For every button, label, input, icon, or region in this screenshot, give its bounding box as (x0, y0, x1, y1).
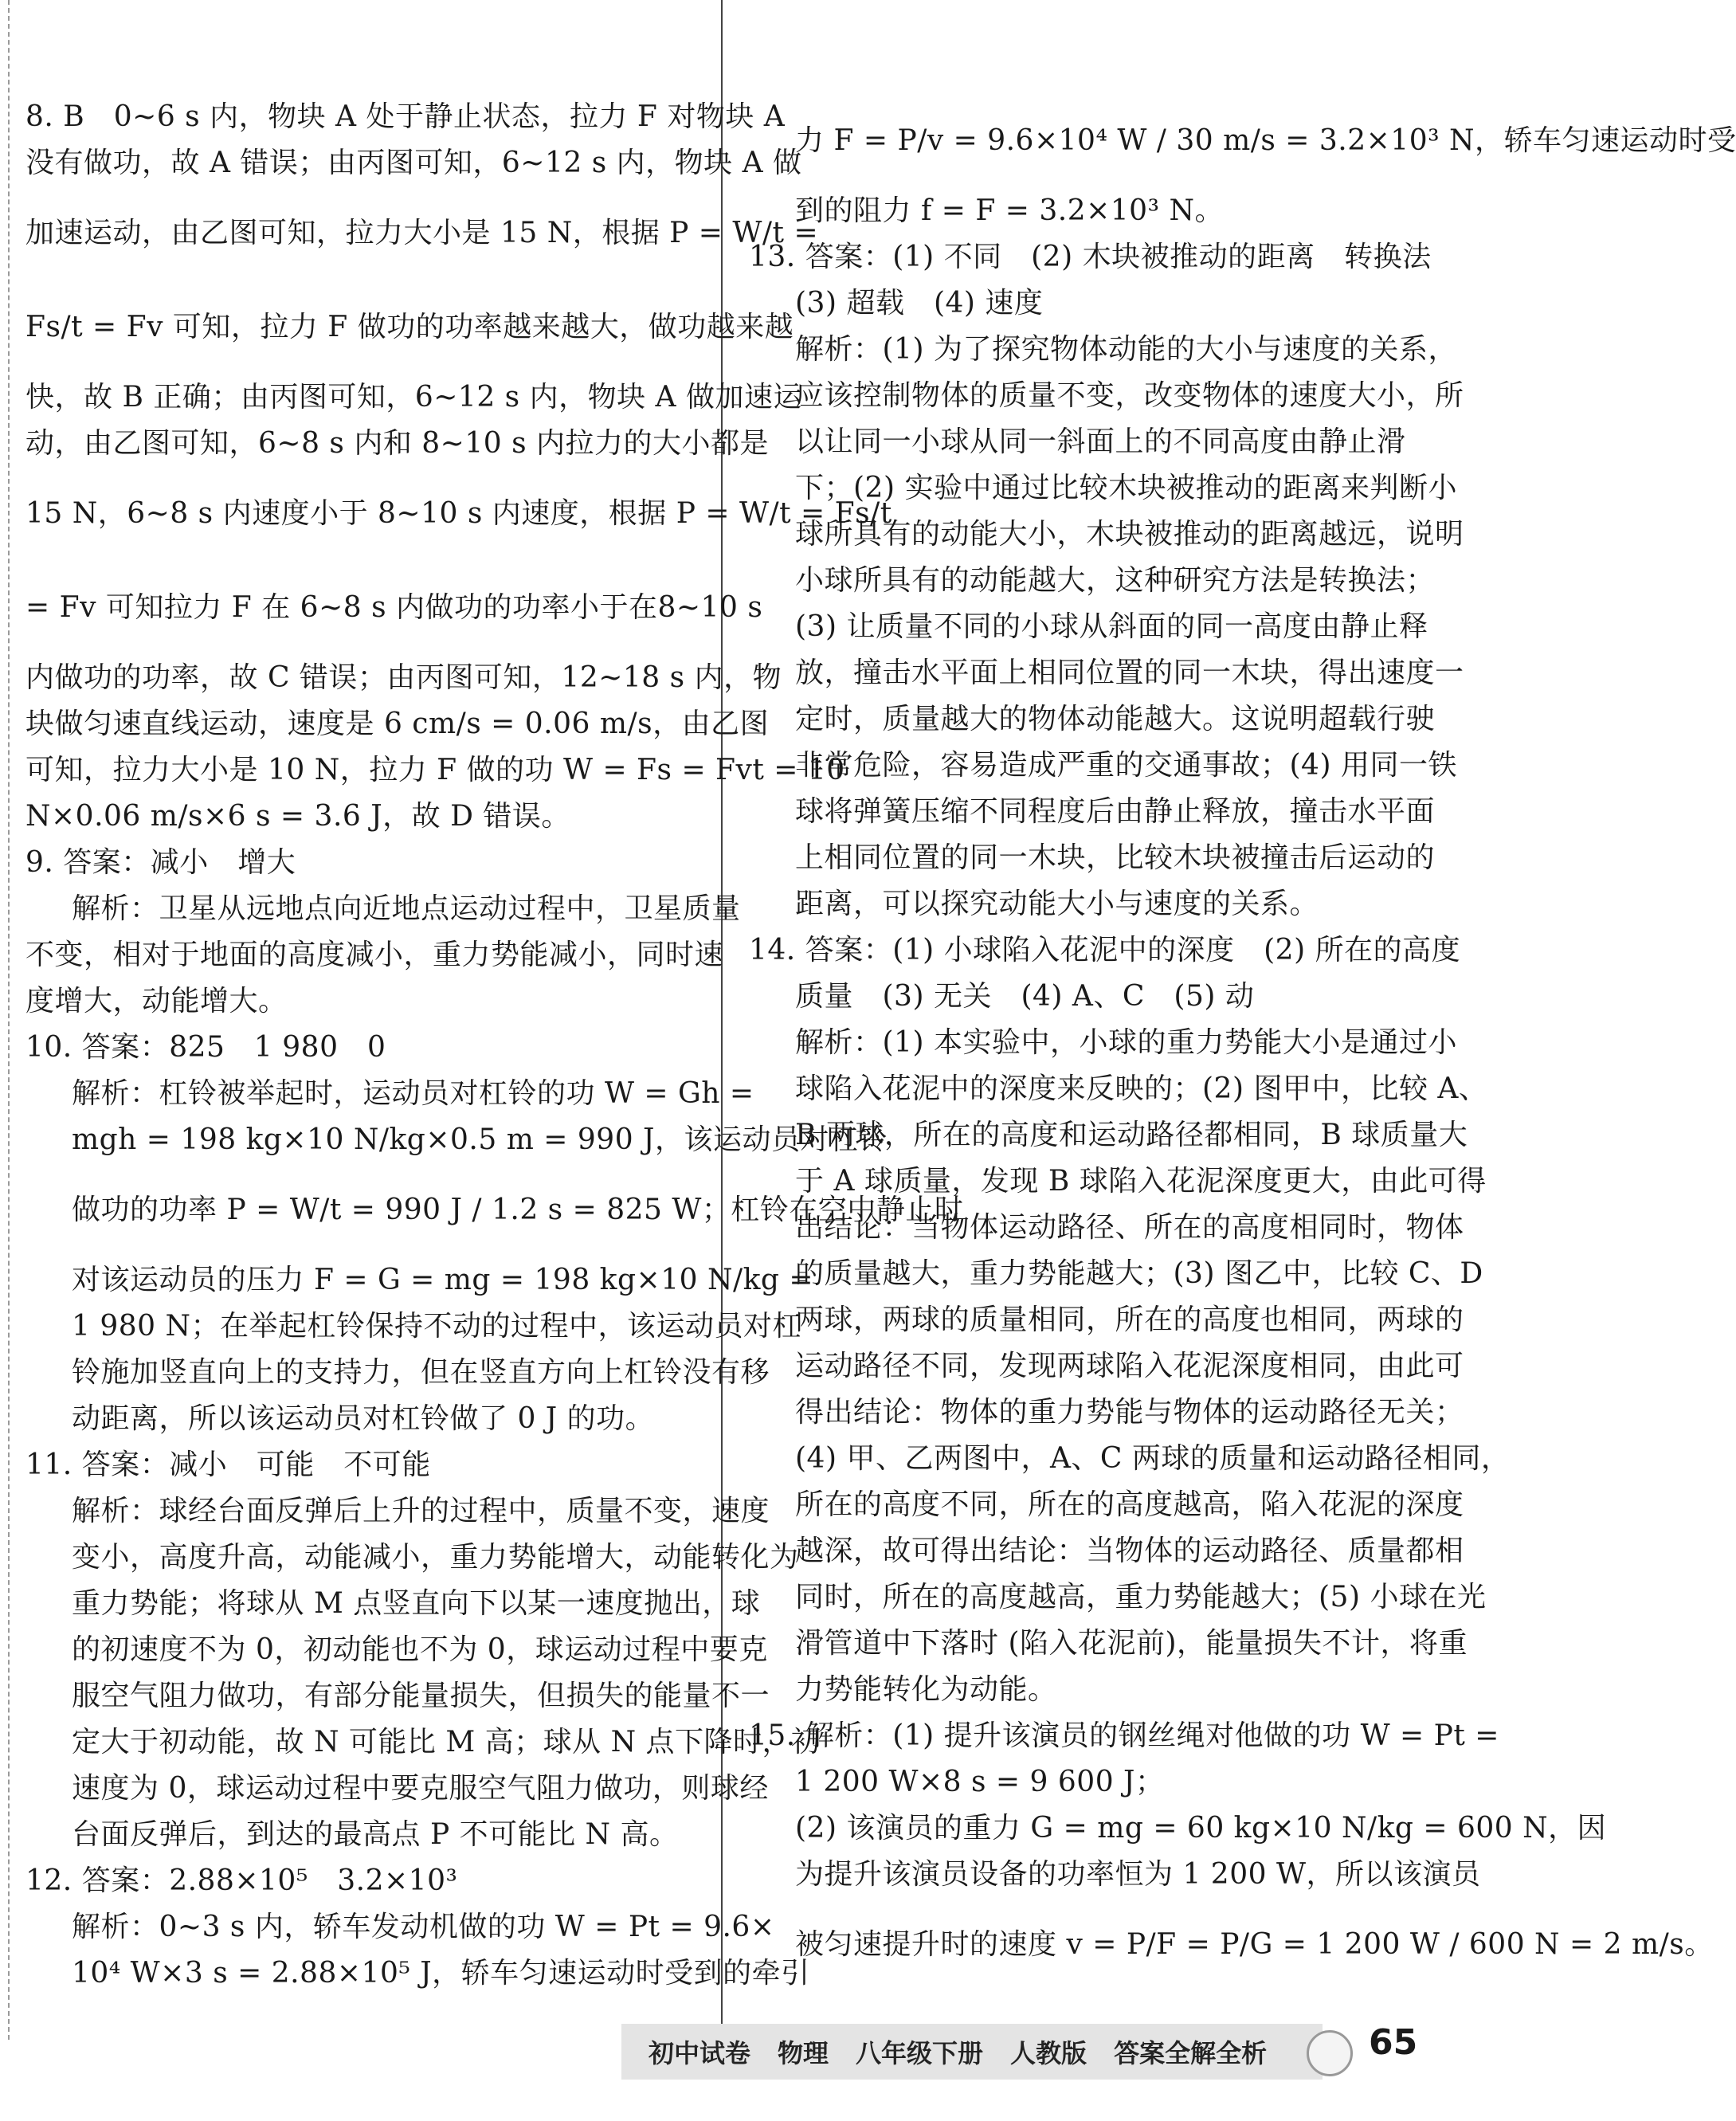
text-line: 力势能转化为动能。 (795, 1673, 1057, 1706)
text-line: 出结论：当物体运动路径、所在的高度相同时，物体 (795, 1211, 1464, 1244)
text-line: 速度为 0，球运动过程中要克服空气阻力做功，则球经 (72, 1772, 769, 1805)
text-line: 的初速度不为 0，初动能也不为 0，球运动过程中要克 (72, 1633, 768, 1666)
text-line: 解析：卫星从远地点向近地点运动过程中，卫星质量 (72, 892, 741, 925)
text-line: 力 F = P/v = 9.6×10⁴ W / 30 m/s = 3.2×10³ N，轿车匀速运动时受 (795, 124, 1736, 157)
text-line: 距离，可以探究动能大小与速度的关系。 (795, 888, 1319, 920)
text-line: 变小，高度升高，动能减小，重力势能增大，动能转化为 (72, 1541, 799, 1574)
text-line: 得出结论：物体的重力势能与物体的运动路径无关； (795, 1396, 1464, 1429)
text-line: 8. B 0~6 s 内，物块 A 处于静止状态，拉力 F 对物块 A (25, 100, 786, 133)
text-line: 动距离，所以该运动员对杠铃做了 0 J 的功。 (72, 1402, 655, 1435)
text-line: 放，撞击水平面上相同位置的同一木块，得出速度一 (795, 657, 1464, 689)
text-line: 对该运动员的压力 F = G = mg = 198 kg×10 N/kg = (72, 1264, 814, 1296)
text-line: 铃施加竖直向上的支持力，但在竖直方向上杠铃没有移 (72, 1356, 770, 1389)
mascot-icon (1307, 2030, 1353, 2076)
right-column (749, 94, 1736, 1992)
text-line: 可知，拉力大小是 10 N，拉力 F 做的功 W = Fs = Fvt = 10 (25, 754, 845, 786)
text-line: 加速运动，由乙图可知，拉力大小是 15 N，根据 P = W/t = (25, 217, 819, 249)
text-line: 为提升该演员设备的功率恒为 1 200 W，所以该演员 (795, 1858, 1481, 1891)
text-line: 球将弹簧压缩不同程度后由静止释放，撞击水平面 (795, 795, 1436, 828)
text-line: B 两球，所在的高度和运动路径都相同，B 球质量大 (795, 1119, 1468, 1151)
footer-tag: 答案全解全析 (1114, 2038, 1268, 2068)
text-line: Fs/t = Fv 可知，拉力 F 做功的功率越来越大，做功越来越 (25, 311, 794, 343)
text-line: 做功的功率 P = W/t = 990 J / 1.2 s = 825 W；杠铃在空中静止时 (72, 1194, 964, 1226)
text-line: 到的阻力 f = F = 3.2×10³ N。 (795, 194, 1224, 227)
text-line: 台面反弹后，到达的最高点 P 不可能比 N 高。 (72, 1818, 679, 1851)
text-line: 12. 答案：2.88×10⁵ 3.2×10³ (25, 1864, 458, 1897)
text-line: 15. 解析：(1) 提升该演员的钢丝绳对他做的功 W = Pt = (749, 1719, 1499, 1752)
text-line: (4) 甲、乙两图中，A、C 两球的质量和运动路径相同， (795, 1442, 1511, 1475)
text-line: 11. 答案：减小 可能 不可能 (25, 1449, 431, 1481)
text-line: 被匀速提升时的速度 v = P/F = P/G = 1 200 W / 600 N = 2 m/s。 (795, 1928, 1714, 1961)
page-number: 65 (1369, 2022, 1418, 2063)
text-line: 滑管道中下落时 (陷入花泥前)，能量损失不计，将重 (795, 1627, 1468, 1660)
text-line: 同时，所在的高度越高，重力势能越大；(5) 小球在光 (795, 1581, 1487, 1613)
text-line: 解析：球经台面反弹后上升的过程中，质量不变，速度 (72, 1495, 770, 1527)
text-line: 不变，相对于地面的高度减小，重力势能减小，同时速 (25, 939, 724, 971)
footer-grade: 八年级下册 (856, 2038, 984, 2068)
text-line: 10⁴ W×3 s = 2.88×10⁵ J，轿车匀速运动时受到的牵引 (72, 1957, 810, 1990)
text-line: 10. 答案：825 1 980 0 (25, 1031, 386, 1064)
text-line: 应该控制物体的质量不变，改变物体的速度大小，所 (795, 379, 1464, 412)
text-line: mgh = 198 kg×10 N/kg×0.5 m = 990 J，该运动员对杠铃 (72, 1123, 888, 1156)
text-line: 度增大，动能增大。 (25, 985, 288, 1017)
text-line: 上相同位置的同一木块，比较木块被撞击后运动的 (795, 841, 1436, 874)
text-line: 1 200 W×8 s = 9 600 J； (795, 1766, 1165, 1798)
text-line: (3) 超载 (4) 速度 (795, 287, 1044, 320)
text-line: 15 N，6~8 s 内速度小于 8~10 s 内速度，根据 P = W/t = Fs/t (25, 497, 892, 530)
text-line: 快，故 B 正确；由丙图可知，6~12 s 内，物块 A 做加速运 (25, 381, 802, 414)
text-line: 于 A 球质量，发现 B 球陷入花泥深度更大，由此可得 (795, 1165, 1487, 1198)
text-line: 解析：(1) 本实验中，小球的重力势能大小是通过小 (795, 1026, 1457, 1059)
footer-series: 初中试卷 (649, 2038, 751, 2068)
footer-subject: 物理 (778, 2038, 829, 2068)
text-line: 解析：(1) 为了探究物体动能的大小与速度的关系， (795, 333, 1457, 366)
text-line: 越深，故可得出结论：当物体的运动路径、质量都相 (795, 1535, 1464, 1567)
text-line: 的质量越大，重力势能越大；(3) 图乙中，比较 C、D (795, 1257, 1483, 1290)
text-line: 9. 答案：减小 增大 (25, 846, 296, 879)
text-line: 质量 (3) 无关 (4) A、C (5) 动 (795, 980, 1255, 1013)
text-line: 球陷入花泥中的深度来反映的；(2) 图甲中，比较 A、 (795, 1072, 1488, 1105)
text-line: 球所具有的动能大小，木块被推动的距离越远，说明 (795, 518, 1464, 551)
text-line: 没有做功，故 A 错误；由丙图可知，6~12 s 内，物块 A 做 (25, 147, 802, 179)
text-line: 以让同一小球从同一斜面上的不同高度由静止滑 (795, 425, 1406, 458)
text-line: 解析：0~3 s 内，轿车发动机做的功 W = Pt = 9.6× (72, 1911, 775, 1943)
text-line: 两球，两球的质量相同，所在的高度也相同，两球的 (795, 1304, 1464, 1336)
text-line: 非常危险，容易造成严重的交通事故；(4) 用同一铁 (795, 749, 1457, 782)
text-line: 动，由乙图可知，6~8 s 内和 8~10 s 内拉力的大小都是 (25, 427, 770, 460)
text-line: 定时，质量越大的物体动能越大。这说明超载行驶 (795, 703, 1436, 735)
text-line: 13. 答案：(1) 不同 (2) 木块被推动的距离 转换法 (749, 241, 1432, 273)
text-line: 解析：杠铃被举起时，运动员对杠铃的功 W = Gh = (72, 1077, 754, 1110)
text-line: 运动路径不同，发现两球陷入花泥深度相同，由此可 (795, 1350, 1464, 1382)
text-line: N×0.06 m/s×6 s = 3.6 J，故 D 错误。 (25, 800, 570, 833)
text-line: 小球所具有的动能越大，这种研究方法是转换法； (795, 564, 1436, 597)
text-line: 下；(2) 实验中通过比较木块被推动的距离来判断小 (795, 472, 1457, 504)
cut-line (8, 0, 10, 2040)
text-line: 块做匀速直线运动，速度是 6 cm/s = 0.06 m/s，由乙图 (25, 708, 770, 740)
text-line: 所在的高度不同，所在的高度越高，陷入花泥的深度 (795, 1488, 1464, 1521)
text-line: 14. 答案：(1) 小球陷入花泥中的深度 (2) 所在的高度 (749, 934, 1461, 966)
footer-edition: 人教版 (1010, 2038, 1087, 2068)
text-line: 重力势能；将球从 M 点竖直向下以某一速度抛出，球 (72, 1587, 761, 1620)
text-line: (3) 让质量不同的小球从斜面的同一高度由静止释 (795, 610, 1428, 643)
text-line: (2) 该演员的重力 G = mg = 60 kg×10 N/kg = 600 N，因 (795, 1812, 1607, 1845)
text-line: 内做功的功率，故 C 错误；由丙图可知，12~18 s 内，物 (25, 661, 782, 694)
text-line: 定大于初动能，故 N 可能比 M 高；球从 N 点下降时，初 (72, 1726, 821, 1758)
text-line: = Fv 可知拉力 F 在 6~8 s 内做功的功率小于在8~10 s (25, 591, 763, 624)
text-line: 服空气阻力做功，有部分能量损失，但损失的能量不一 (72, 1680, 770, 1712)
text-line: 1 980 N；在举起杠铃保持不动的过程中，该运动员对杠 (72, 1310, 802, 1343)
